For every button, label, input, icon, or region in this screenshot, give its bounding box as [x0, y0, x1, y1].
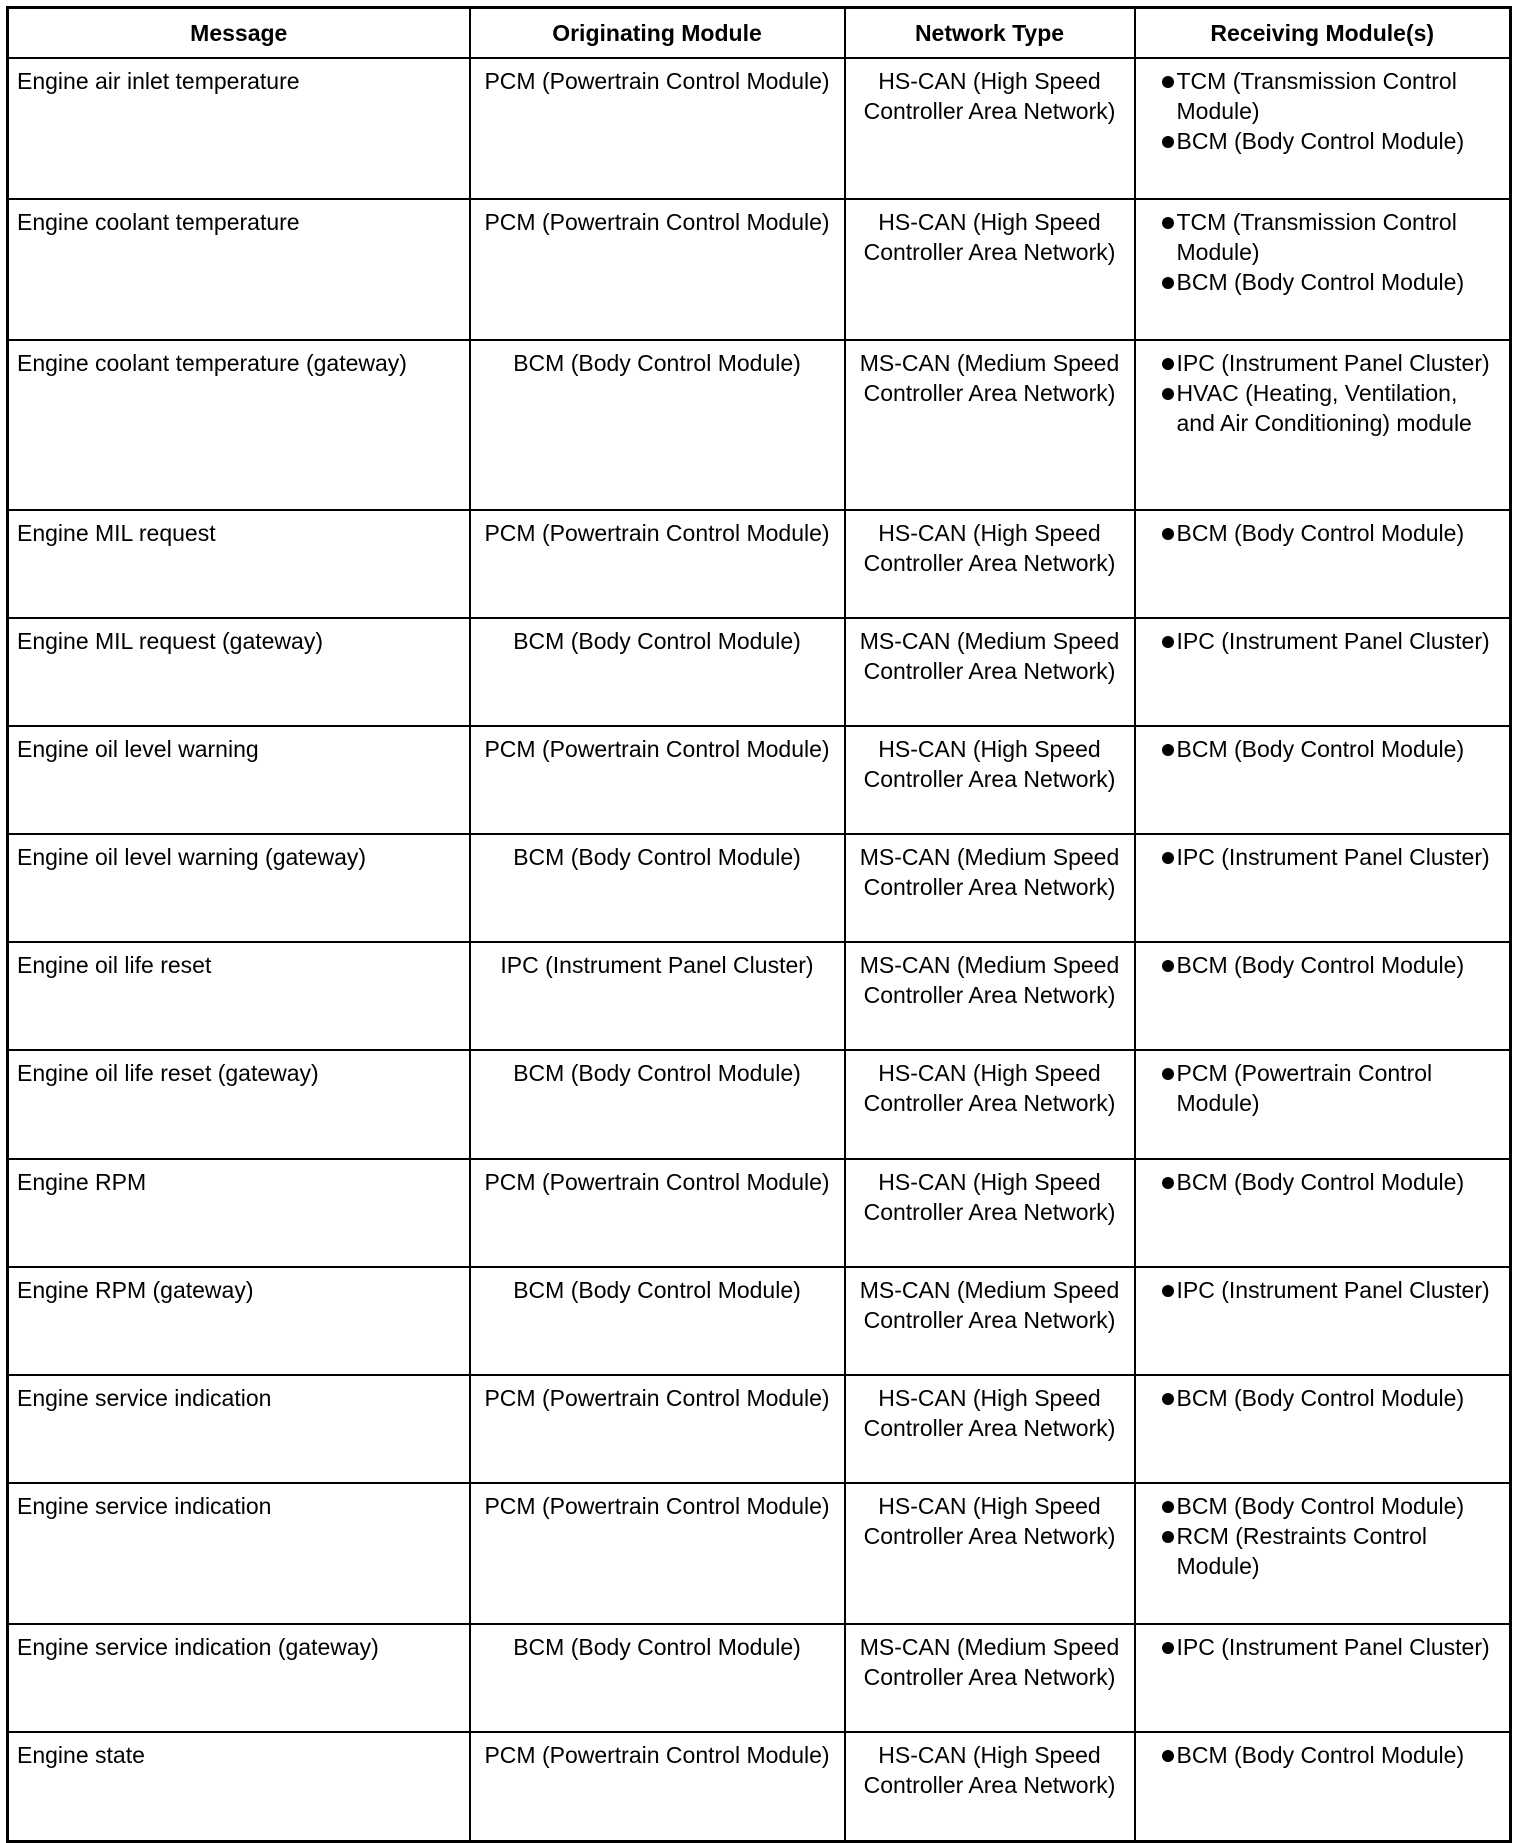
receiver-item [1144, 378, 1502, 438]
receiver-item [1144, 126, 1502, 156]
receiver-item [1144, 950, 1502, 980]
receiver-list [1144, 348, 1502, 438]
message-cell: Engine coolant temperature [8, 199, 470, 340]
receiver-list [1144, 734, 1502, 764]
receiver-label: BCM (Body Control Module) [1176, 128, 1465, 154]
receiver-label: BCM (Body Control Module) [1176, 1169, 1465, 1195]
receiver-label: BCM (Body Control Module) [1176, 1385, 1465, 1411]
receiver-label: BCM (Body Control Module) [1176, 1742, 1465, 1768]
receiver-list [1144, 207, 1502, 297]
receiver-item [1144, 1521, 1502, 1581]
receiver-label: IPC (Instrument Panel Cluster) [1176, 1277, 1490, 1303]
receiving-modules-cell [1135, 618, 1511, 726]
network-type-cell: HS-CAN (High Speed Controller Area Network) [845, 726, 1135, 834]
originating-module-cell: BCM (Body Control Module) [470, 834, 845, 942]
originating-module-cell: PCM (Powertrain Control Module) [470, 1375, 845, 1483]
receiving-modules-cell [1135, 1159, 1511, 1267]
receiver-label: IPC (Instrument Panel Cluster) [1176, 1634, 1490, 1660]
receiver-list [1144, 1167, 1502, 1197]
network-type-cell: HS-CAN (High Speed Controller Area Network) [845, 1050, 1135, 1159]
message-cell: Engine service indication [8, 1483, 470, 1624]
network-type-cell: HS-CAN (High Speed Controller Area Network) [845, 199, 1135, 340]
table-row [8, 1624, 1511, 1732]
receiving-modules-cell [1135, 1732, 1511, 1841]
receiver-item [1144, 1058, 1502, 1118]
originating-module-cell: BCM (Body Control Module) [470, 618, 845, 726]
bullet-icon [1162, 636, 1174, 648]
bullet-icon [1162, 76, 1174, 88]
message-cell: Engine air inlet temperature [8, 58, 470, 199]
bullet-icon [1162, 1531, 1174, 1543]
bullet-icon [1162, 217, 1174, 229]
receiver-item [1144, 1740, 1502, 1770]
receiver-label: IPC (Instrument Panel Cluster) [1176, 350, 1490, 376]
message-cell: Engine coolant temperature (gateway) [8, 340, 470, 510]
bullet-icon [1162, 1285, 1174, 1297]
table-row [8, 726, 1511, 834]
receiver-list [1144, 842, 1502, 872]
receiving-modules-cell [1135, 340, 1511, 510]
receiver-label: BCM (Body Control Module) [1176, 1493, 1465, 1519]
bullet-icon [1162, 277, 1174, 289]
receiver-item [1144, 207, 1502, 267]
header-originating-module: Originating Module [470, 8, 845, 59]
network-type-cell: HS-CAN (High Speed Controller Area Network) [845, 58, 1135, 199]
receiver-item [1144, 842, 1502, 872]
originating-module-cell: PCM (Powertrain Control Module) [470, 510, 845, 618]
receiver-label: HVAC (Heating, Ventilation, and Air Conditioning) module [1176, 380, 1472, 436]
receiving-modules-cell [1135, 1624, 1511, 1732]
receiver-label: IPC (Instrument Panel Cluster) [1176, 844, 1490, 870]
bullet-icon [1162, 1501, 1174, 1513]
network-type-cell: HS-CAN (High Speed Controller Area Network) [845, 1375, 1135, 1483]
receiving-modules-cell [1135, 1050, 1511, 1159]
bullet-icon [1162, 388, 1174, 400]
table-row [8, 1050, 1511, 1159]
message-cell: Engine service indication [8, 1375, 470, 1483]
originating-module-cell: BCM (Body Control Module) [470, 1267, 845, 1375]
table-row [8, 834, 1511, 942]
originating-module-cell: BCM (Body Control Module) [470, 1624, 845, 1732]
table-row [8, 199, 1511, 340]
receiving-modules-cell [1135, 834, 1511, 942]
network-type-cell: MS-CAN (Medium Speed Controller Area Network) [845, 942, 1135, 1050]
originating-module-cell: BCM (Body Control Module) [470, 340, 845, 510]
receiving-modules-cell [1135, 510, 1511, 618]
network-type-cell: HS-CAN (High Speed Controller Area Network) [845, 510, 1135, 618]
network-type-cell: HS-CAN (High Speed Controller Area Network) [845, 1732, 1135, 1841]
receiving-modules-cell [1135, 1483, 1511, 1624]
message-cell: Engine MIL request [8, 510, 470, 618]
originating-module-cell: BCM (Body Control Module) [470, 1050, 845, 1159]
originating-module-cell: PCM (Powertrain Control Module) [470, 726, 845, 834]
bullet-icon [1162, 960, 1174, 972]
receiver-item [1144, 626, 1502, 656]
bullet-icon [1162, 744, 1174, 756]
receiver-label: BCM (Body Control Module) [1176, 269, 1465, 295]
originating-module-cell: PCM (Powertrain Control Module) [470, 1483, 845, 1624]
receiving-modules-cell [1135, 1375, 1511, 1483]
receiver-list [1144, 1383, 1502, 1413]
receiving-modules-cell [1135, 199, 1511, 340]
originating-module-cell: PCM (Powertrain Control Module) [470, 1159, 845, 1267]
originating-module-cell: PCM (Powertrain Control Module) [470, 58, 845, 199]
receiver-list [1144, 1740, 1502, 1770]
message-cell: Engine oil life reset (gateway) [8, 1050, 470, 1159]
receiver-list [1144, 950, 1502, 980]
message-cell: Engine RPM (gateway) [8, 1267, 470, 1375]
receiver-item [1144, 348, 1502, 378]
table-row [8, 58, 1511, 199]
network-type-cell: HS-CAN (High Speed Controller Area Network) [845, 1159, 1135, 1267]
message-cell: Engine MIL request (gateway) [8, 618, 470, 726]
bullet-icon [1162, 1750, 1174, 1762]
receiver-list [1144, 1491, 1502, 1581]
table-row [8, 1375, 1511, 1483]
bullet-icon [1162, 358, 1174, 370]
bullet-icon [1162, 1393, 1174, 1405]
table-row [8, 942, 1511, 1050]
message-cell: Engine oil level warning [8, 726, 470, 834]
originating-module-cell: IPC (Instrument Panel Cluster) [470, 942, 845, 1050]
bullet-icon [1162, 528, 1174, 540]
originating-module-cell: PCM (Powertrain Control Module) [470, 199, 845, 340]
receiver-label: BCM (Body Control Module) [1176, 736, 1465, 762]
table-row [8, 340, 1511, 510]
bullet-icon [1162, 852, 1174, 864]
receiver-label: TCM (Transmission Control Module) [1176, 209, 1457, 265]
receiver-list [1144, 626, 1502, 656]
receiver-label: RCM (Restraints Control Module) [1176, 1523, 1427, 1579]
bullet-icon [1162, 1642, 1174, 1654]
table-row [8, 1732, 1511, 1841]
table-row [8, 1267, 1511, 1375]
receiver-label: IPC (Instrument Panel Cluster) [1176, 628, 1490, 654]
receiving-modules-cell [1135, 942, 1511, 1050]
message-cell: Engine oil life reset [8, 942, 470, 1050]
message-cell: Engine state [8, 1732, 470, 1841]
receiver-item [1144, 1383, 1502, 1413]
message-cell: Engine oil level warning (gateway) [8, 834, 470, 942]
receiver-item [1144, 1275, 1502, 1305]
network-type-cell: MS-CAN (Medium Speed Controller Area Network) [845, 340, 1135, 510]
receiver-label: PCM (Powertrain Control Module) [1176, 1060, 1433, 1116]
can-message-table [6, 6, 1512, 1843]
receiver-item [1144, 734, 1502, 764]
table-row [8, 1159, 1511, 1267]
receiver-list [1144, 1275, 1502, 1305]
bullet-icon [1162, 136, 1174, 148]
bullet-icon [1162, 1177, 1174, 1189]
header-message: Message [8, 8, 470, 59]
originating-module-cell: PCM (Powertrain Control Module) [470, 1732, 845, 1841]
receiver-label: BCM (Body Control Module) [1176, 952, 1465, 978]
receiver-list [1144, 518, 1502, 548]
message-cell: Engine RPM [8, 1159, 470, 1267]
receiving-modules-cell [1135, 726, 1511, 834]
receiver-label: BCM (Body Control Module) [1176, 520, 1465, 546]
network-type-cell: MS-CAN (Medium Speed Controller Area Network) [845, 1624, 1135, 1732]
table-row [8, 510, 1511, 618]
receiver-list [1144, 66, 1502, 156]
network-type-cell: MS-CAN (Medium Speed Controller Area Network) [845, 618, 1135, 726]
receiver-label: TCM (Transmission Control Module) [1176, 68, 1457, 124]
header-receiving-modules: Receiving Module(s) [1135, 8, 1511, 59]
receiver-item [1144, 1632, 1502, 1662]
bullet-icon [1162, 1068, 1174, 1080]
receiving-modules-cell [1135, 58, 1511, 199]
message-cell: Engine service indication (gateway) [8, 1624, 470, 1732]
receiver-item [1144, 267, 1502, 297]
network-type-cell: MS-CAN (Medium Speed Controller Area Network) [845, 834, 1135, 942]
receiver-item [1144, 518, 1502, 548]
receiver-item [1144, 1167, 1502, 1197]
header-row [8, 8, 1511, 59]
receiving-modules-cell [1135, 1267, 1511, 1375]
network-type-cell: HS-CAN (High Speed Controller Area Network) [845, 1483, 1135, 1624]
table-row [8, 618, 1511, 726]
table-row [8, 1483, 1511, 1624]
network-type-cell: MS-CAN (Medium Speed Controller Area Network) [845, 1267, 1135, 1375]
receiver-list [1144, 1632, 1502, 1662]
header-network-type: Network Type [845, 8, 1135, 59]
receiver-item [1144, 1491, 1502, 1521]
receiver-item [1144, 66, 1502, 126]
receiver-list [1144, 1058, 1502, 1118]
